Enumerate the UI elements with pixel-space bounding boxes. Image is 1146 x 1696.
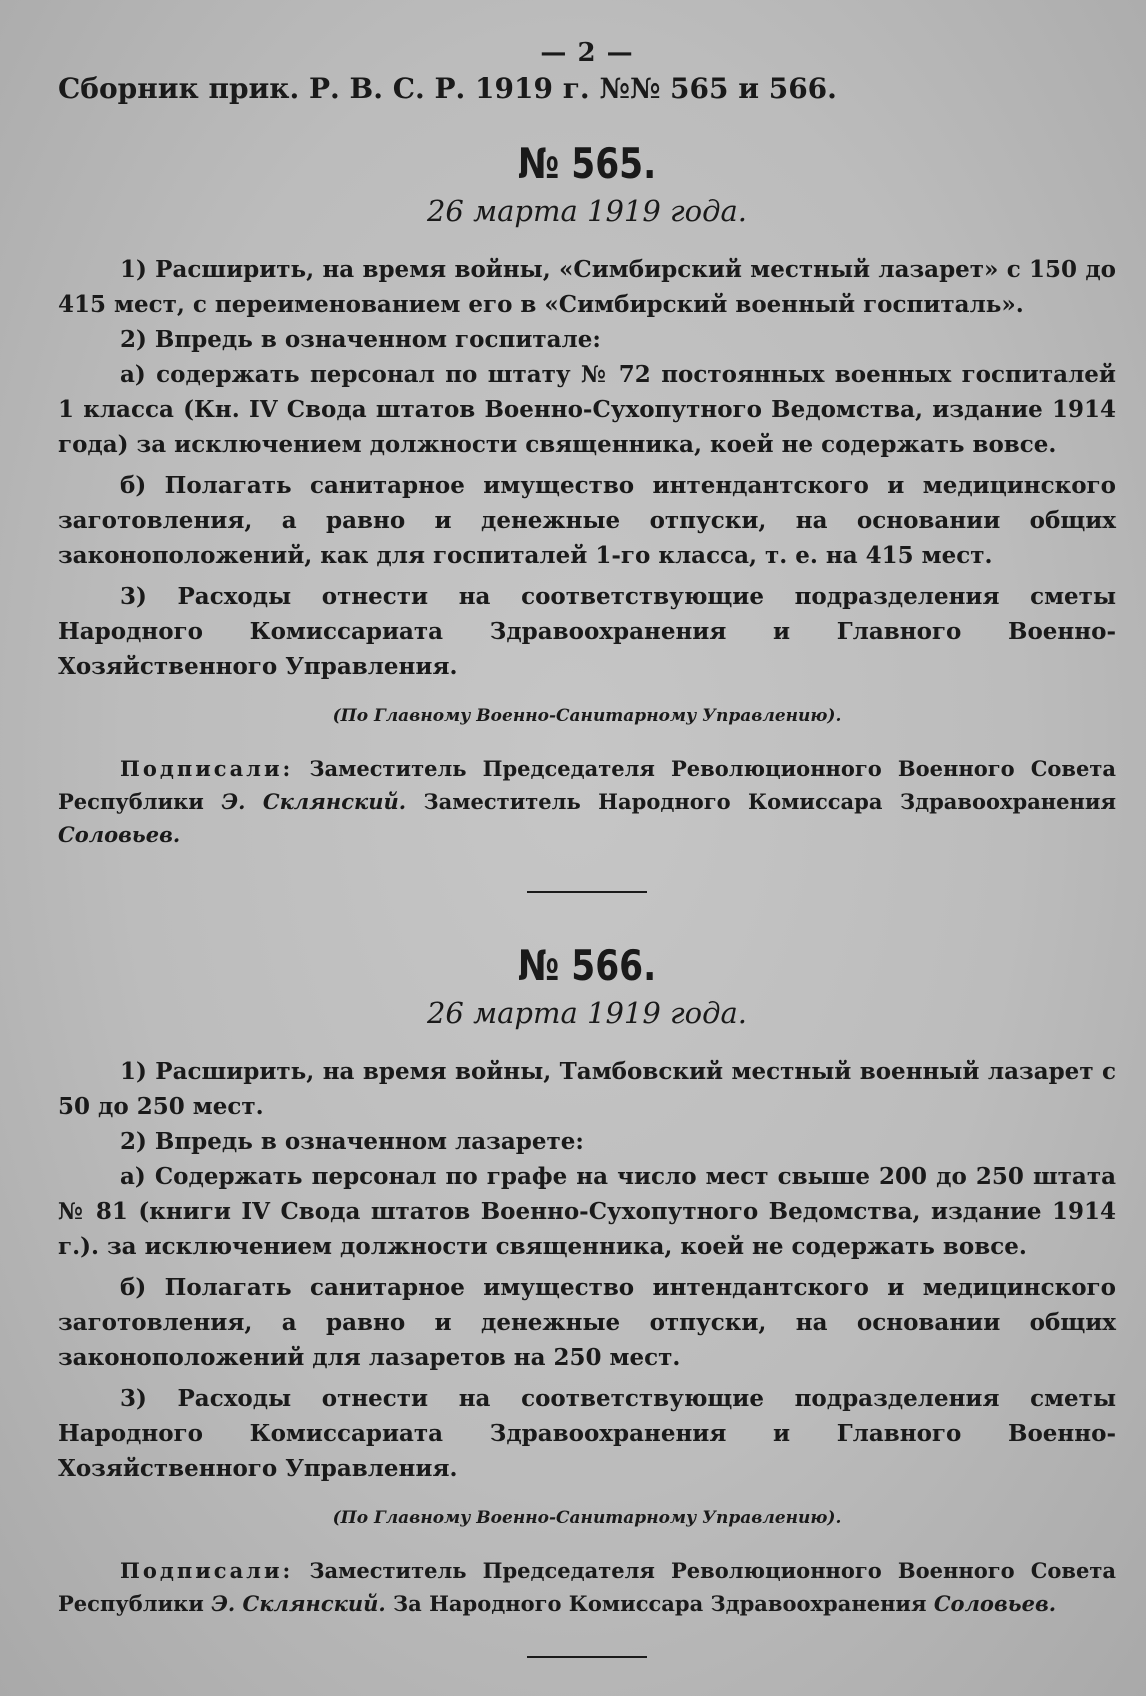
signed-text: Заместитель Народного Комиссара Здравоохранения (406, 789, 1116, 814)
order-number: № 566. (517, 941, 657, 990)
order-paragraph: б) Полагать санитарное имущество интендантского и медицинского заготовления, а равно и денежные отпуски, на основании общих законоположений для лазаретов на 250 мест. (58, 1274, 1116, 1371)
order-566 (58, 941, 1116, 1620)
order-paragraph: 1) Расширить, на время войны, «Симбирский местный лазарет» с 150 до 415 мест, с переименованием его в «Симбирский военный госпиталь». (58, 256, 1116, 318)
order-paragraph: 1) Расширить, на время войны, Тамбовский местный военный лазарет с 50 до 250 мест. (58, 1058, 1116, 1120)
running-head: Сборник прик. Р. В. С. Р. 1919 г. №№ 565 и 566. (58, 72, 837, 105)
order-paragraph: а) Содержать персонал по графе на число мест свыше 200 до 250 штата № 81 (книги IV Свода штатов Военно-Сухопутного Ведомства, издание 1914 г.). за исключением должности священника, коей не содержать вовсе. (58, 1163, 1116, 1260)
signed-text: Заместитель Председателя Революционного Военного Совета Республики (58, 1558, 1116, 1616)
signatures (58, 1554, 1116, 1620)
order-paragraph: 3) Расходы отнести на соответствующие подразделения сметы Народного Комиссариата Здравоохранения и Главного Военно-Хозяйственного Управления. (58, 583, 1116, 680)
signed-text: Заместитель Председателя Революционного Военного Совета Республики (58, 756, 1116, 814)
signed-label: Подписали: (120, 1558, 294, 1583)
order-source: (По Главному Военно-Санитарному Управлению). (332, 1508, 842, 1528)
order-number: № 565. (517, 139, 657, 188)
section-divider (527, 891, 647, 893)
signed-text: За Народного Комиссара Здравоохранения (385, 1591, 934, 1616)
order-paragraph: а) содержать персонал по штату № 72 постоянных военных госпиталей 1 класса (Кн. IV Свода штатов Военно-Сухопутного Ведомства, издание 1914 года) за исключением должности священника, коей не содержать вовсе. (58, 361, 1116, 458)
order-paragraph: 2) Впредь в означенном лазарете: (120, 1128, 584, 1155)
order-date: 26 марта 1919 года. (426, 194, 748, 228)
page-number: — 2 — (540, 38, 634, 68)
signed-label: Подписали: (120, 756, 294, 781)
order-paragraph: б) Полагать санитарное имущество интендантского и медицинского заготовления, а равно и денежные отпуски, на основании общих законоположений, как для госпиталей 1-го класса, т. е. на 415 мест. (58, 472, 1116, 569)
signer-name: Соловьев. (58, 822, 181, 847)
signer-name: Соловьев. (933, 1591, 1057, 1616)
section-divider (527, 1656, 647, 1658)
order-paragraph: 3) Расходы отнести на соответствующие подразделения сметы Народного Комиссариата Здравоохранения и Главного Военно-Хозяйственного Управления. (58, 1385, 1116, 1482)
order-date: 26 марта 1919 года. (426, 996, 748, 1030)
signer-name: Э. Склянский. (221, 789, 407, 814)
order-565 (58, 139, 1116, 851)
order-source: (По Главному Военно-Санитарному Управлению). (332, 706, 842, 726)
order-paragraph: 2) Впредь в означенном госпитале: (120, 326, 601, 353)
signer-name: Э. Склянский. (211, 1591, 386, 1616)
signatures (58, 752, 1116, 851)
